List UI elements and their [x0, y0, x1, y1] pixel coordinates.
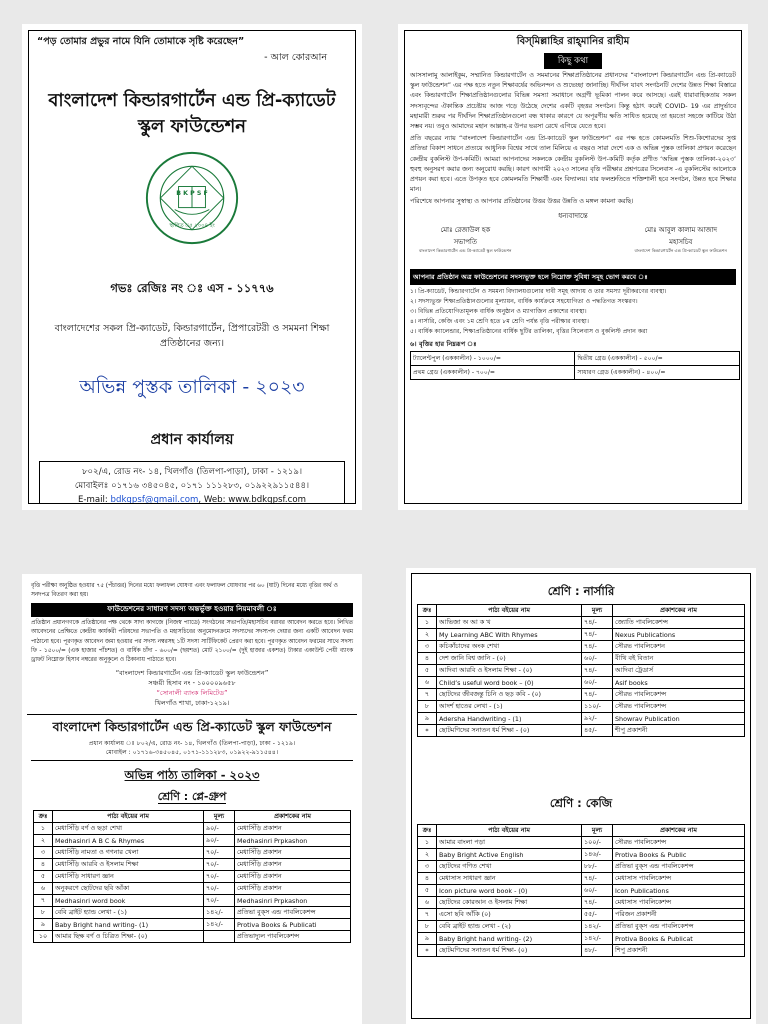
book-price: ৯২/-	[582, 713, 613, 725]
table-row	[418, 629, 745, 641]
letter-frame	[404, 30, 742, 504]
book-serial: ৪	[418, 653, 437, 665]
quote-source: - আল কোরআন	[264, 52, 327, 63]
book-publisher: Asif books	[613, 677, 745, 689]
rules-page	[22, 574, 362, 1024]
quote: “পড় তোমার প্রভুর নামে যিনি তোমাকে সৃষ্টি করেছেন”	[37, 36, 245, 47]
book-name: আদর্শ হাতের লেখা - (১)	[437, 701, 582, 713]
signer-org: বাংলাদেশ কিন্ডারগার্টেন এন্ড প্রি-ক্যাডেট স্কুল ফাউন্ডেশন	[419, 247, 512, 253]
table-row	[418, 677, 745, 689]
book-publisher: প্রতিভা বুক্‌স এন্ড পাবলিকেশন্স	[235, 907, 351, 919]
book-publisher: মেধাসিঁড়ি প্রকাশন	[235, 871, 351, 883]
benefits-list	[405, 285, 741, 337]
table-row	[34, 835, 351, 847]
letter-paragraph-3: পরিশেষে আপনার সুস্বাস্থ্য ও আপনার প্রতিষ্ঠানের উত্তর উত্তর উন্নতি ও মঙ্গল কামনা করছি।	[410, 198, 634, 206]
header-serial: ক্রঃ	[34, 811, 53, 823]
table-row	[411, 365, 740, 379]
address: প্রধান কার্যালয় ঃ ৮০২/এ, রোড নং- ১৪, খিলগাঁও (তিলপা-পাড়া), ঢাকা - ১২১৯।	[88, 740, 296, 748]
book-name: ছোটমণিদের সনাতন ধর্ম শিক্ষা - (০)	[437, 725, 582, 737]
letter-paragraph-2: প্রতি বছরের ন্যায় “বাংলাদেশ কিন্ডারগার্টেন এন্ড প্রি-ক্যাডেট স্কুল ফাউন্ডেশন” এর পক্ষ হতে কোমলমতি শিশু-কিশোরদের সুপ্ত প্রতিভা বিকাশ সাধনে প্রত্যয়ে আধুনিক বিশ্বের সাথে তাল মিলিয়ে এ বছরও সারা দেশে এক ও অভিন্ন পুস্তক তালিকা প্রণয়ন করেছেন কেন্দ্রীয় বুকলিস্ট উপ-কমিটি। আমরা আপনাদের সকলকে কেন্দ্রীয় বুকলিস্ট উপ-কমিটি কর্তৃক প্রণীত ‘অভিন্ন পুস্তক তালিকা-২০২৩’ হুবহু অনুসরণ করার জন্য অনুরোধ করছি। কারণ আগামী ২০২৩ সালের বৃত্তি পরীক্ষার প্রশ্নপত্রের সিলেবাস -এ বুকলিস্টের আলোকে প্রণয়ন করা হবে। এতে উপকৃত হবে কোমলমতি শিক্ষার্থী এবং বিদ্যালয়। যার ফলশ্রুতিতে শক্তিশালী হবে সংগঠন, উন্নত হবে শিক্ষার মান।	[410, 135, 736, 194]
audience-line: বাংলাদেশের সকল প্রি-ক্যাডেট, কিন্ডারগার্টেন, প্রিপারেটরী ও সমমনা শিক্ষা প্রতিষ্ঠানের জন্য।	[54, 323, 330, 349]
email-link[interactable]: bdkgpsf@gmail.com	[110, 495, 199, 504]
kg-book-table	[417, 824, 745, 957]
book-name: মেধাসাস সাধারণ জ্ঞান	[437, 873, 582, 885]
book-price: ৭৪/-	[582, 665, 613, 677]
book-serial: ৫	[418, 665, 437, 677]
book-name: দেশ জানি বিশ্ব জানি - (০)	[437, 653, 582, 665]
book-publisher: শীপু প্রকাশনী	[613, 725, 745, 737]
book-name: Child’s useful word book – (0)	[437, 677, 582, 689]
table-row	[418, 933, 745, 945]
bank-name: “সোনালী ব্যাংক লিমিটেড”	[156, 689, 228, 698]
signature-president	[419, 224, 512, 255]
book-name: Baby Bright hand writing- (2)	[437, 933, 582, 945]
book-price: ৭৪/-	[582, 641, 613, 653]
table-row	[418, 897, 745, 909]
book-serial: *	[418, 725, 437, 737]
book-publisher: সৌরভ পাবলিকেশন	[613, 641, 745, 653]
stipend-table	[410, 351, 740, 380]
header-serial: ক্রঃ	[418, 825, 437, 837]
header-price: মূল্য	[204, 811, 235, 823]
book-serial: ৬	[418, 897, 437, 909]
book-publisher: Medhasinri Prpkashon	[235, 895, 351, 907]
book-name: এসো ছবি আঁকি (০)	[437, 909, 582, 921]
book-serial: ৫	[34, 871, 53, 883]
book-price: ৭০/-	[204, 883, 235, 895]
book-publisher: Icon Publications	[613, 885, 745, 897]
book-publisher: Nexus Publications	[613, 629, 745, 641]
book-publisher: মেধাসাস পাবলিকেশন্স	[613, 873, 745, 885]
book-name: অনুকরণে ছোটদের ছবি আঁকা	[53, 883, 204, 895]
book-publisher: সৌরভ পাবলিকেশন্স	[613, 837, 745, 849]
book-name: Medhasinri A B C & Rhymes	[53, 835, 204, 847]
address-box	[39, 461, 345, 504]
book-price: ৭০/-	[204, 871, 235, 883]
bank-branch: খিলগাঁও শাখা, ঢাকা-১২১৯।	[154, 699, 230, 708]
table-row	[418, 617, 745, 629]
mobile-numbers: মোবাইলঃ ০১৭১৬ ৩৪৫০৪৫, ০১৭১ ১১১২৮৩, ০১৯২২৯১১৫৪৪।	[74, 481, 310, 491]
class-title-play-group	[27, 788, 357, 807]
table-row	[418, 909, 745, 921]
mobile-numbers: মোবাইল : ০১৭১৬-৩৪৫০৪৫, ০১৭১-১১১২৮৩, ০১৯২২-৯১১৫৪৪।	[105, 749, 279, 757]
class-title-kg: শ্রেণি : কেজি	[549, 796, 613, 810]
email-label: E-mail:	[77, 495, 108, 504]
benefit-item: ৩। বিভিন্ন প্রতিযোগিতামূলক বার্ষিক অনুষ্ঠান ও ম্যাগাজিন প্রকাশের ব্যবস্থা।	[410, 307, 587, 315]
membership-rules-body: প্রতিষ্ঠান প্রধানগণকে প্রতিষ্ঠানের পক্ষ থেকে সাদা কাগজে (নিজস্ব প্যাডে) সংগঠনের সভাপতি/মহাসচিব বরাবর আবেদন করতে হবে। লিখিত আবেদনের প্রেক্ষিতে কেন্দ্রীয় কার্যকরী পরিষদের সভাপতি ও মহাসচিবের অনুমোদনক্রমে সদস্যদের সদস্যপদ দেয়ার জন্য একটি আবেদন ফরম পাঠানো হবে। পূরণকৃত আবেদন জমা হওয়ার পর সদস্য নম্বরসহ ১টি সদস্য সার্টিফিকেট প্রেরণ করা হবে। পূরণকৃত আবেদন ফরমের সাথে সদস্য ফি - ১৫০০/= (এক হাজার পাঁচশত) ও বার্ষিক চাঁদা - ৬০০/= (ছয়শত) মোট ২১০০/= (দুই হাজার একশত) টাকার একাউন্ট পেয়ী ব্যাংক ড্রাফট নিম্নোক্ত হিসাব নম্বরের অনুকূলে ও ঠিকানায় পাঠাতে হবে।	[31, 620, 353, 664]
class-title-text: শ্রেণি : প্লে-গ্রুপ	[157, 790, 227, 804]
book-price: ১৪৬/-	[582, 849, 613, 861]
book-price: ৭৪/-	[582, 873, 613, 885]
book-serial: ৭	[34, 895, 53, 907]
book-name: আদিবা আরবি ও ইসলাম শিক্ষা - (০)	[437, 665, 582, 677]
book-name: বেবি ব্রাইট হ্যান্ড লেখা - (১)	[53, 907, 204, 919]
book-price	[204, 931, 235, 943]
book-serial: ৭	[418, 909, 437, 921]
organization-title: বাংলাদেশ কিন্ডারগার্টেন এন্ড প্রি-ক্যাডেট স্কুল ফাউন্ডেশন	[48, 90, 336, 137]
book-price: ৪৮/-	[582, 945, 613, 957]
table-row	[418, 701, 745, 713]
header-serial: ক্রঃ	[418, 605, 437, 617]
stipend-title: ৬। বৃত্তির হার নিম্নরূপ ঃ	[410, 339, 477, 348]
book-name: Medhasinri word book	[53, 895, 204, 907]
book-publisher: মেধাসাস পাবলিকেশন্স	[613, 897, 745, 909]
book-publisher: প্রতিভা বুক্‌স এন্ড পাবলিকেশন্স	[613, 921, 745, 933]
table-row	[418, 665, 745, 677]
letter-paragraph-1: আসসালামু আলাইকুম, সম্মানিত কিন্ডারগার্টেন ও সমমানের শিক্ষাপ্রতিষ্ঠানের প্রধানদের “বাংলাদেশ কিন্ডারগার্টেন এন্ড প্রি-ক্যাডেট স্কুল ফাউন্ডেশন” এর পক্ষ হতে নতুন শিক্ষাবর্ষের অভিনন্দন ও শুভেচ্ছা জানাচ্ছি। দীর্ঘদিন যাবৎ সংগঠনটি দেশের উন্নত শিক্ষা বিস্তারে এবং কিন্ডারগার্টেন শিক্ষাপ্রতিষ্ঠানগুলোর বিভিন্ন সমস্যা সমাধানে অগ্রণী ভূমিকা পালন করে আসছে। এরই ধারাবাহিকতায় সকল সদস্যবৃন্দের ঐকান্তিক প্রচেষ্টায় আজ গড়ে উঠেছে দেশের একটি বৃহত্তর সংগঠন। কিন্তু হঠাৎ করেই COVID- 19 এর প্রাদুর্ভাবে মহামারী শুরুর পর দীর্ঘদিন শিক্ষাপ্রতিষ্ঠানগুলো বন্ধ থাকার কারণে যে অপূরণীয় ক্ষতি সাধিত হয়েছে তা হয়তো সহজে কাটিয়ে উঠা সম্ভব নয়। তবুও আমাদের মহান আল্লাহ-র উপর ভরসা রেখে এগিয়ে যেতে হবে।	[410, 72, 736, 131]
signatures	[405, 222, 741, 255]
book-name: Baby Bright Active English	[437, 849, 582, 861]
account-details	[27, 668, 357, 708]
book-price: ৭০/-	[204, 859, 235, 871]
book-publisher: পরিজন প্রকাশনী	[613, 909, 745, 921]
book-price: ৭৪/-	[582, 897, 613, 909]
book-publisher: Protiva Books & Public	[613, 849, 745, 861]
book-serial: ৩	[418, 641, 437, 653]
book-price: ১৪২/-	[582, 921, 613, 933]
book-publisher: সৌরভ পাবলিকেশন্স	[613, 701, 745, 713]
book-name: ছোটমণিদের সনাতন ধর্ম শিক্ষা- (০)	[437, 945, 582, 957]
table-row	[34, 919, 351, 931]
book-publisher: Medhasinri Prpkashon	[235, 835, 351, 847]
book-price: ৮৮/-	[582, 861, 613, 873]
letter-heading: কিছু কথা	[544, 53, 602, 69]
benefit-item: ৪। নার্সারি, কেজি এবং ১ম শ্রেণি হতে ৮ম শ্রেণি পর্যন্ত বৃত্তি পরীক্ষার ব্যবস্থা।	[410, 317, 589, 325]
book-serial: ৮	[418, 921, 437, 933]
account-name: “বাংলাদেশ কিন্ডারগার্টেন এন্ড প্রি-ক্যাডেট স্কুল ফাউন্ডেশন”	[115, 669, 269, 678]
seal-year: স্থাপিত ঃ ২০০৪ ইং	[169, 222, 215, 229]
header-book-name: পাঠ্য বইয়ের নাম	[53, 811, 204, 823]
book-publisher: বীথি বই বিতান	[613, 653, 745, 665]
book-publisher: মেধাসিঁড়ি প্রকাশন	[235, 823, 351, 835]
cover-page	[22, 24, 362, 510]
header-publisher: প্রকাশকের নাম	[235, 811, 351, 823]
table-row	[418, 861, 745, 873]
stipend-cell: প্রথম গ্রেড (এককালীন) - ৭০০/=	[411, 365, 575, 379]
table-row	[411, 351, 740, 365]
account-number: সঞ্চয়ী হিসাব নং - ১০০০০৯৬৫৮	[148, 679, 236, 688]
benefits-heading: আপনার প্রতিষ্ঠান অত্র ফাউন্ডেশনের সদস্যভুক্ত হলে নিম্নোক্ত সুবিধা সমূহ ভোগ করবে ঃ	[410, 269, 736, 285]
book-serial: ৮	[418, 701, 437, 713]
book-name: আভিজা অ আ ক খ	[437, 617, 582, 629]
header-book-name: পাঠ্য বইয়ের নাম	[437, 605, 582, 617]
book-serial: ৮	[34, 907, 53, 919]
contact-line	[44, 493, 340, 504]
book-publisher: আদিবা ট্রেডার্স	[613, 665, 745, 677]
table-row	[418, 837, 745, 849]
signer-name: মোঃ আবুল কালাম আজাদ	[644, 225, 717, 234]
book-serial: ১	[34, 823, 53, 835]
book-publisher: শিপু প্রকাশনী	[613, 945, 745, 957]
signature-secretary	[634, 224, 727, 255]
seal-letters: B K P S F	[176, 190, 208, 198]
book-price: ৭৪/-	[582, 617, 613, 629]
book-price: ৬০/-	[582, 677, 613, 689]
table-row	[34, 883, 351, 895]
book-list-title: অভিন্ন পাঠ্য তালিকা - ২০২৩	[124, 768, 260, 783]
book-name: মেধাসিঁড়ি বর্ণ ও ছড়া শেখা	[53, 823, 204, 835]
table-row	[34, 823, 351, 835]
book-serial: ৫	[418, 885, 437, 897]
benefit-item: ১। প্রি-ক্যাডেট, কিন্ডারগার্টেন ও সমমনা বিদ্যালয়গুলোর দাবী সমূহ আদায় ও তার সমস্যা দূরীকরণের ব্যবস্থা।	[410, 287, 667, 295]
book-price: ৬০/-	[582, 885, 613, 897]
book-name: My Learning ABC With Rhymes	[437, 629, 582, 641]
book-publisher: প্রতিভা বুক্‌স এন্ড পাবলিকেশন্স	[613, 861, 745, 873]
header-publisher: প্রকাশকের নাম	[613, 825, 745, 837]
table-row	[34, 931, 351, 943]
book-list-frame	[411, 573, 751, 1019]
book-serial: ৯	[418, 713, 437, 725]
book-price: ১৪২/-	[204, 907, 235, 919]
book-list-title: অভিন্ন পুস্তক তালিকা - ২০২৩	[79, 376, 305, 398]
book-price: ১০০/-	[582, 837, 613, 849]
letter-page	[398, 24, 748, 510]
signer-org: বাংলাদেশ কিন্ডারগার্টেন এন্ড প্রি-ক্যাডেট স্কুল ফাউন্ডেশন	[634, 247, 727, 253]
book-name: ছোটদের কোরআন ও ইসলাম শিক্ষা	[437, 897, 582, 909]
table-row	[418, 653, 745, 665]
book-publisher: মেধাসিঁড়ি প্রকাশন	[235, 859, 351, 871]
stipend-cell: সাধারণ গ্রেড (এককালীন) - ৪০০/=	[575, 365, 740, 379]
header-price: মূল্য	[582, 605, 613, 617]
signer-title: মহাসচিব	[669, 237, 693, 246]
book-name: মেধাসিঁড়ি নামতা ও গণনার খেলা	[53, 847, 204, 859]
book-name: Baby Bright hand writing- (1)	[53, 919, 204, 931]
book-name: Adersha Handwriting - (1)	[437, 713, 582, 725]
book-serial: ৯	[418, 933, 437, 945]
book-serial: *	[418, 945, 437, 957]
book-serial: ৪	[418, 873, 437, 885]
table-row	[34, 847, 351, 859]
book-name: আমার ছিক্ষ বর্ণ ও চিত্রিত শিক্ষা- (০)	[53, 931, 204, 943]
book-name: ছোটদের গণিত শেখা	[437, 861, 582, 873]
book-publisher: Protiva Books & Publicat	[613, 933, 745, 945]
book-publisher: প্রতিভাদ্যুল পাবলিকেশন্স	[235, 931, 351, 943]
book-price: ৯০/-	[204, 835, 235, 847]
book-serial: ৪	[34, 859, 53, 871]
header-price: মূল্য	[582, 825, 613, 837]
table-header-row	[34, 811, 351, 823]
table-row	[418, 849, 745, 861]
book-name: মেধাসিঁড়ি আরবি ও ইসলাম শিক্ষা	[53, 859, 204, 871]
table-header-row	[418, 825, 745, 837]
book-price: ৯০/-	[204, 823, 235, 835]
table-row	[418, 689, 745, 701]
table-row	[418, 885, 745, 897]
book-price: ৭০/-	[204, 895, 235, 907]
organization-title: বাংলাদেশ কিন্ডারগার্টেন এন্ড প্রি-ক্যাডেট স্কুল ফাউন্ডেশন	[27, 714, 357, 739]
book-list-page	[406, 568, 756, 1024]
book-publisher: সৌরভ পাবলিকেশন্স	[613, 689, 745, 701]
book-price: ৪৫/-	[582, 725, 613, 737]
book-name: Icon picture word book - (0)	[437, 885, 582, 897]
nursery-book-table	[417, 604, 745, 737]
book-price: ৫৫/-	[582, 909, 613, 921]
bismillah: বিস্‌মিল্লাহির রাহ্‌মানির রাহীম	[516, 36, 630, 47]
registration-number: গভঃ রেজিঃ নং ঃ এস - ১১৭৭৬	[110, 281, 274, 295]
thanks-line: ধন্যবাদান্তে	[558, 211, 588, 220]
book-serial: ২	[418, 849, 437, 861]
cover-frame	[28, 30, 356, 504]
book-serial: ১০	[34, 931, 53, 943]
book-serial: ৬	[418, 677, 437, 689]
table-row	[34, 859, 351, 871]
table-row	[418, 873, 745, 885]
address: ৮০২/এ, রোড নং- ১৪, খিলগাঁও (তিলপা-পাড়া), ঢাকা - ১২১৯।	[81, 467, 303, 477]
table-row	[34, 907, 351, 919]
address-block	[31, 739, 353, 761]
header-book-name: পাঠ্য বইয়ের নাম	[437, 825, 582, 837]
signer-name: মোঃ রেজাউল হক	[440, 225, 491, 234]
book-name: কচিকাঁচাদের অংক শেখা	[437, 641, 582, 653]
signer-title: সভাপতি	[453, 237, 477, 246]
table-row	[34, 871, 351, 883]
head-office-label: প্রধান কার্যালয়	[150, 432, 234, 448]
class-title-nursery: শ্রেণি : নার্সারি	[547, 584, 615, 598]
membership-rules-heading: ফাউন্ডেশনের সাধারণ সদস্য অন্তর্ভুক্ত হওয়ার নিয়মাবলী ঃ	[31, 603, 353, 617]
book-serial: ৯	[34, 919, 53, 931]
exam-result-note: বৃত্তি পরীক্ষা অনুষ্ঠিত হওয়ার ৭৫ (পঁচাত্তর) দিনের মধ্যে ফলাফল ঘোষণা এবং ফলাফল ঘোষণার পর ৬০ (ষাট) দিনের মধ্যে বৃত্তির অর্থ ও সনদপত্র বিতরণ করা হয়।	[31, 583, 338, 598]
book-serial: ১	[418, 617, 437, 629]
table-row	[418, 725, 745, 737]
book-publisher: মেধাসিঁড়ি প্রকাশন	[235, 847, 351, 859]
book-serial: ৬	[34, 883, 53, 895]
table-row	[418, 921, 745, 933]
book-name: ছোটদের জীবজন্তু চিনি ও ছড় কবি - (০)	[437, 689, 582, 701]
book-publisher: Protiva Books & Publicati	[235, 919, 351, 931]
stipend-cell: দ্বিতীয় গ্রেড (এককালীন) - ৫০০/=	[575, 351, 740, 365]
book-name: আমার বাংলা পড়া	[437, 837, 582, 849]
book-price: ৬০/-	[582, 653, 613, 665]
book-price: ৭৪/-	[582, 689, 613, 701]
book-publisher: জ্যোতি পাবলিকেশন্স	[613, 617, 745, 629]
table-row	[418, 641, 745, 653]
benefit-item: ৫। বার্ষিক ক্যালেন্ডার, শিক্ষাপ্রতিষ্ঠানের বার্ষিক ছুটির তালিকা, বৃত্তির সিলেবাস ও বুকলিস্ট প্রদান করা	[410, 327, 648, 335]
table-row	[418, 945, 745, 957]
table-row	[418, 713, 745, 725]
benefit-item: ২। সদস্যভুক্ত শিক্ষাপ্রতিষ্ঠানগুলোর মূল্যায়ন, বার্ষিক কার্যক্রমে সহযোগিতা ও পদ্ধতিগত সংস্করণ।	[410, 297, 638, 305]
book-name: বেবি ব্রাইট হ্যান্ড লেখা - (২)	[437, 921, 582, 933]
book-serial: ২	[34, 835, 53, 847]
book-publisher: মেধাসিঁড়ি প্রকাশন	[235, 883, 351, 895]
book-price: ৭৪/-	[582, 629, 613, 641]
book-serial: ৭	[418, 689, 437, 701]
book-price: ১৪২/-	[582, 933, 613, 945]
stipend-cell: ট্যালেন্টপুল (এককালীন) - ১০০০/=	[411, 351, 575, 365]
book-price: ১১০/-	[582, 701, 613, 713]
table-row	[34, 895, 351, 907]
foundation-seal-logo	[144, 150, 240, 246]
header-publisher: প্রকাশকের নাম	[613, 605, 745, 617]
book-serial: ১	[418, 837, 437, 849]
book-name: মেধাসিঁড়ি সাধারণ জ্ঞান	[53, 871, 204, 883]
book-price: ১৪২/-	[204, 919, 235, 931]
book-publisher: Showrav Publication	[613, 713, 745, 725]
play-group-book-table	[33, 810, 351, 943]
book-serial: ৩	[34, 847, 53, 859]
book-serial: ২	[418, 629, 437, 641]
book-serial: ৩	[418, 861, 437, 873]
book-price: ৭০/-	[204, 847, 235, 859]
website: , Web: www.bdkgpsf.com	[198, 495, 307, 504]
table-header-row	[418, 605, 745, 617]
